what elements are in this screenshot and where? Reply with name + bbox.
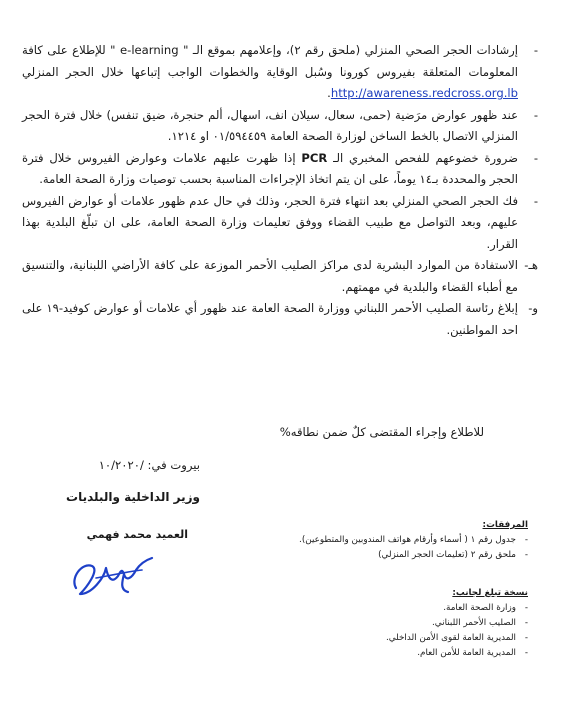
list-marker: - bbox=[533, 193, 538, 208]
attachments-title: المرفقات: bbox=[482, 520, 528, 530]
item-text: ضرورة خضوعهم للفحص المخبري الـ bbox=[327, 150, 518, 165]
minister-name: العميد محمد فهمي bbox=[86, 528, 188, 541]
date-line: بيروت في: /١٠/٢٠٢٠ bbox=[98, 458, 200, 472]
list-marker: و- bbox=[528, 301, 538, 315]
copy-to-item: - المديرية العامة للأمن العام. bbox=[278, 646, 528, 661]
instructions-list bbox=[22, 40, 538, 341]
list-item bbox=[22, 191, 538, 256]
closing-line: للاطلاع وإجراء المقتضى كلٌ ضمن نطاقه% bbox=[279, 425, 484, 439]
attachment-item: - ملحق رقم ٢ (تعليمات الحجر المنزلي) bbox=[278, 548, 528, 563]
list-item bbox=[22, 40, 538, 105]
item-text: إرشادات الحجر الصحي المنزلي (ملحق رقم ٢)، وإعلامهم بموقع الـ " e-learning " للإطلاع على كافة المعلومات المتعلقة بفيروس كورونا وسُبل الوقاية والخطوات الواجب إتباعها خلال الحجر المنزلي bbox=[22, 43, 518, 79]
list-marker: - bbox=[533, 107, 538, 122]
list-marker: هـ- bbox=[524, 258, 538, 272]
item-text: إبلاغ رئاسة الصليب الأحمر اللبناني ووزارة الصحة العامة عند ظهور أي علامات أو عوارض كوفيد-١٩ على احد المواطنين. bbox=[22, 301, 518, 337]
signature-icon bbox=[62, 548, 162, 600]
copy-to-title: نسخة تبلغ لجانب: bbox=[452, 588, 528, 598]
list-marker: - bbox=[533, 43, 538, 57]
item-text-end: . bbox=[327, 86, 331, 100]
list-item bbox=[22, 255, 538, 298]
attachments-section bbox=[278, 518, 528, 563]
copy-to-item: - المديرية العامة لقوى الأمن الداخلي. bbox=[278, 631, 528, 646]
awareness-link[interactable]: http://awareness.redcross.org.lb bbox=[330, 86, 518, 100]
minister-title: وزير الداخلية والبلديات bbox=[66, 490, 200, 504]
list-item bbox=[22, 298, 538, 341]
list-item bbox=[22, 148, 538, 191]
item-text-end: إذا ظهرت عليهم علامات وعوارض الفيروس خلال فترة الحجر والمحددة بـ١٤ يوماً، على ان يتم اتخاذ الإجراءات المناسبة بحسب توصيات وزارة الصحة العامة. bbox=[22, 150, 518, 186]
pcr-term: PCR bbox=[301, 150, 328, 165]
attachment-item: - جدول رقم ١ ( أسماء وأرقام هواتف المندوبين والمتطوعين). bbox=[278, 533, 528, 548]
item-text: عند ظهور عوارض مرَضية (حمى، سعال، سيلان انف، اسهال، ألم حنجرة، ضيق تنفس) خلال فترة الحجر المنزلي الاتصال بالخط الساخن لوزارة الصحة العامة ٠١/٥٩٤٤٥٩ او ١٢١٤. bbox=[22, 107, 518, 143]
list-marker: - bbox=[533, 150, 538, 165]
item-text: الاستفادة من الموارد البشرية لدى مراكز الصليب الأحمر الموزعة على كافة الأراضي اللبنانية، والتنسيق مع أطباء القضاء والبلدية في مهمتهم. bbox=[22, 258, 518, 294]
item-text: فك الحجر الصحي المنزلي بعد انتهاء فترة الحجر، وذلك في حال عدم ظهور علامات أو عوارض الفيروس عليهم، وبعد التواصل مع طبيب القضاء ووفق تعليمات وزارة الصحة العامة، على ان تبلّغ البلدية بهذا القرار. bbox=[22, 193, 518, 251]
copy-to-section bbox=[278, 586, 528, 661]
list-item bbox=[22, 105, 538, 148]
copy-to-item: - وزارة الصحة العامة. bbox=[278, 601, 528, 616]
copy-to-item: - الصليب الأحمر اللبناني. bbox=[278, 616, 528, 631]
